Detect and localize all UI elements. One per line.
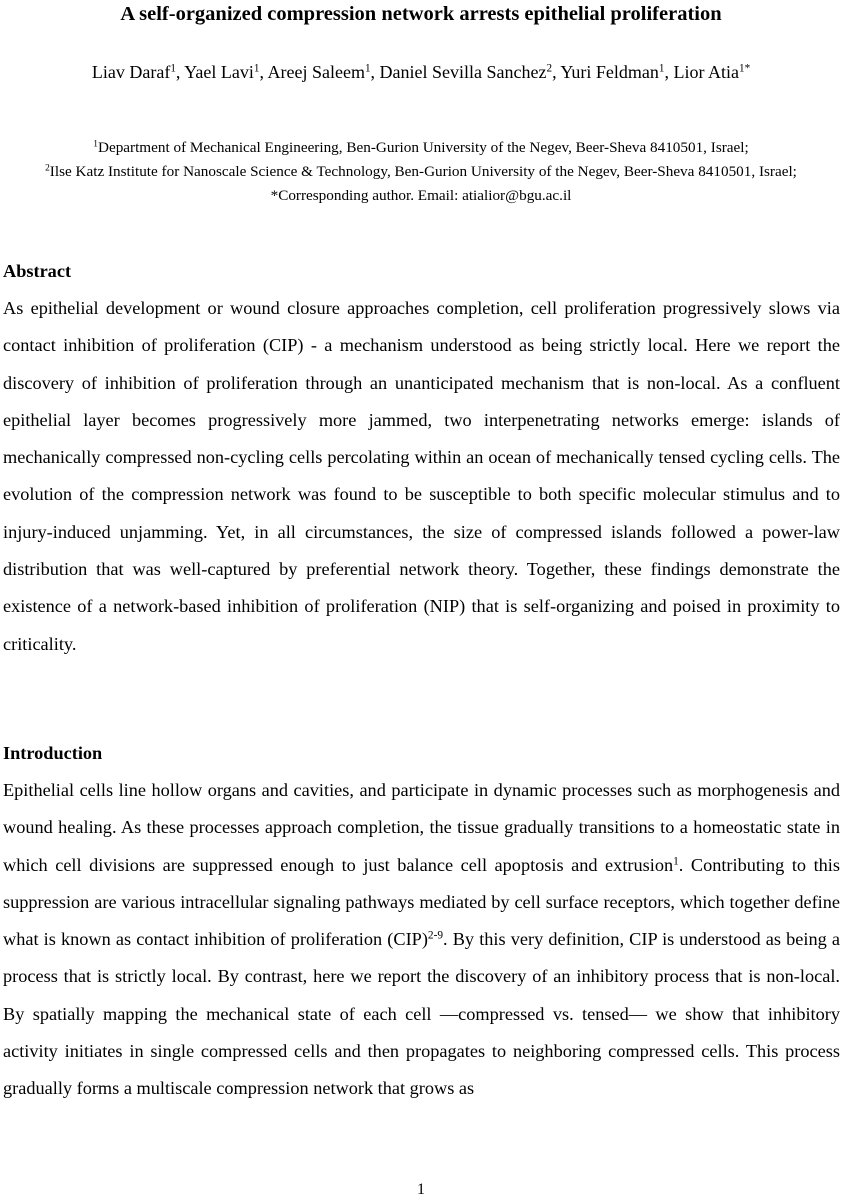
paper-title: A self-organized compression network arrests epithelial proliferation <box>120 3 722 25</box>
author: Daniel Sevilla Sanchez$^2$, <box>379 62 561 82</box>
corresponding-author: *Corresponding author. Email: atialior@bgu.ac.il <box>270 187 572 204</box>
author: Yael Lavi$^1$, <box>184 62 268 82</box>
affiliation: $^2$Ilse Katz Institute for Nanoscale Science & Technology, Ben-Gurion University of the Negev, Beer-Sheva 8410501, Israel; <box>45 163 797 180</box>
author: Liav Daraf$^1$, <box>91 62 185 82</box>
abstract-text: As epithelial development or wound closure approaches completion, cell proliferation progressively slows via contact inhibition of proliferation (CIP) - a mechanism understood as being strictly local. Here we report the discovery of inhibition of proliferation through an unanticipated mechanism that is non-local. As a confluent epithelial layer becomes progressively more jammed, two interpenetrating networks emerge: islands of mechanically compressed non-cycling cells percolating within an ocean of mechanically tensed cycling cells. The evolution of the compression network was found to be susceptible to both specific molecular stimulus and to injury-induced unjamming. Yet, in all circumstances, the size of compressed islands followed a power-law distribution that was well-captured by preferential network theory. Together, these findings demonstrate the existence of a network-based inhibition of proliferation (NIP) that is self-organizing and poised in proximity to criticality. <box>3 298 840 654</box>
author: Yuri Feldman$^1$, <box>560 62 669 82</box>
page-number: 1 <box>417 1181 425 1198</box>
author: Areej Saleem$^1$, <box>267 62 380 82</box>
introduction-text: Epithelial cells line hollow organs and cavities, and participate in dynamic processes such as morphogenesis and wound healing. As these processes approach completion, the tissue gradually transitions to a homeostatic state in which cell divisions are suppressed enough to just balance cell apoptosis and extrusion$^1$. Contributing to this suppression are various intracellular signaling pathways mediated by cell surface receptors, which together define what is known as contact inhibition of proliferation (CIP)$^{2-9}$. By this very definition, CIP is understood as being a process that is strictly local. By contrast, here we report the discovery of an inhibitory process that is non-local. By spatially mapping the mechanical state of each cell —compressed vs. tensed— we show that inhibitory activity initiates in single compressed cells and then propagates to neighboring compressed cells. This process gradually forms a multiscale compression network that grows as <box>3 780 841 1099</box>
introduction-heading: Introduction <box>3 743 103 763</box>
author-list <box>40 60 802 84</box>
abstract-heading: Abstract <box>3 261 72 281</box>
affiliations <box>30 136 812 208</box>
author: Lior Atia$^{1*}$ <box>673 62 751 82</box>
citation-ref: 2-9 <box>427 929 444 942</box>
citation-ref: 1 <box>673 855 679 868</box>
affiliation: $^1$Department of Mechanical Engineering, Ben-Gurion University of the Negev, Beer-Sheva 8410501, Israel; <box>93 139 749 156</box>
